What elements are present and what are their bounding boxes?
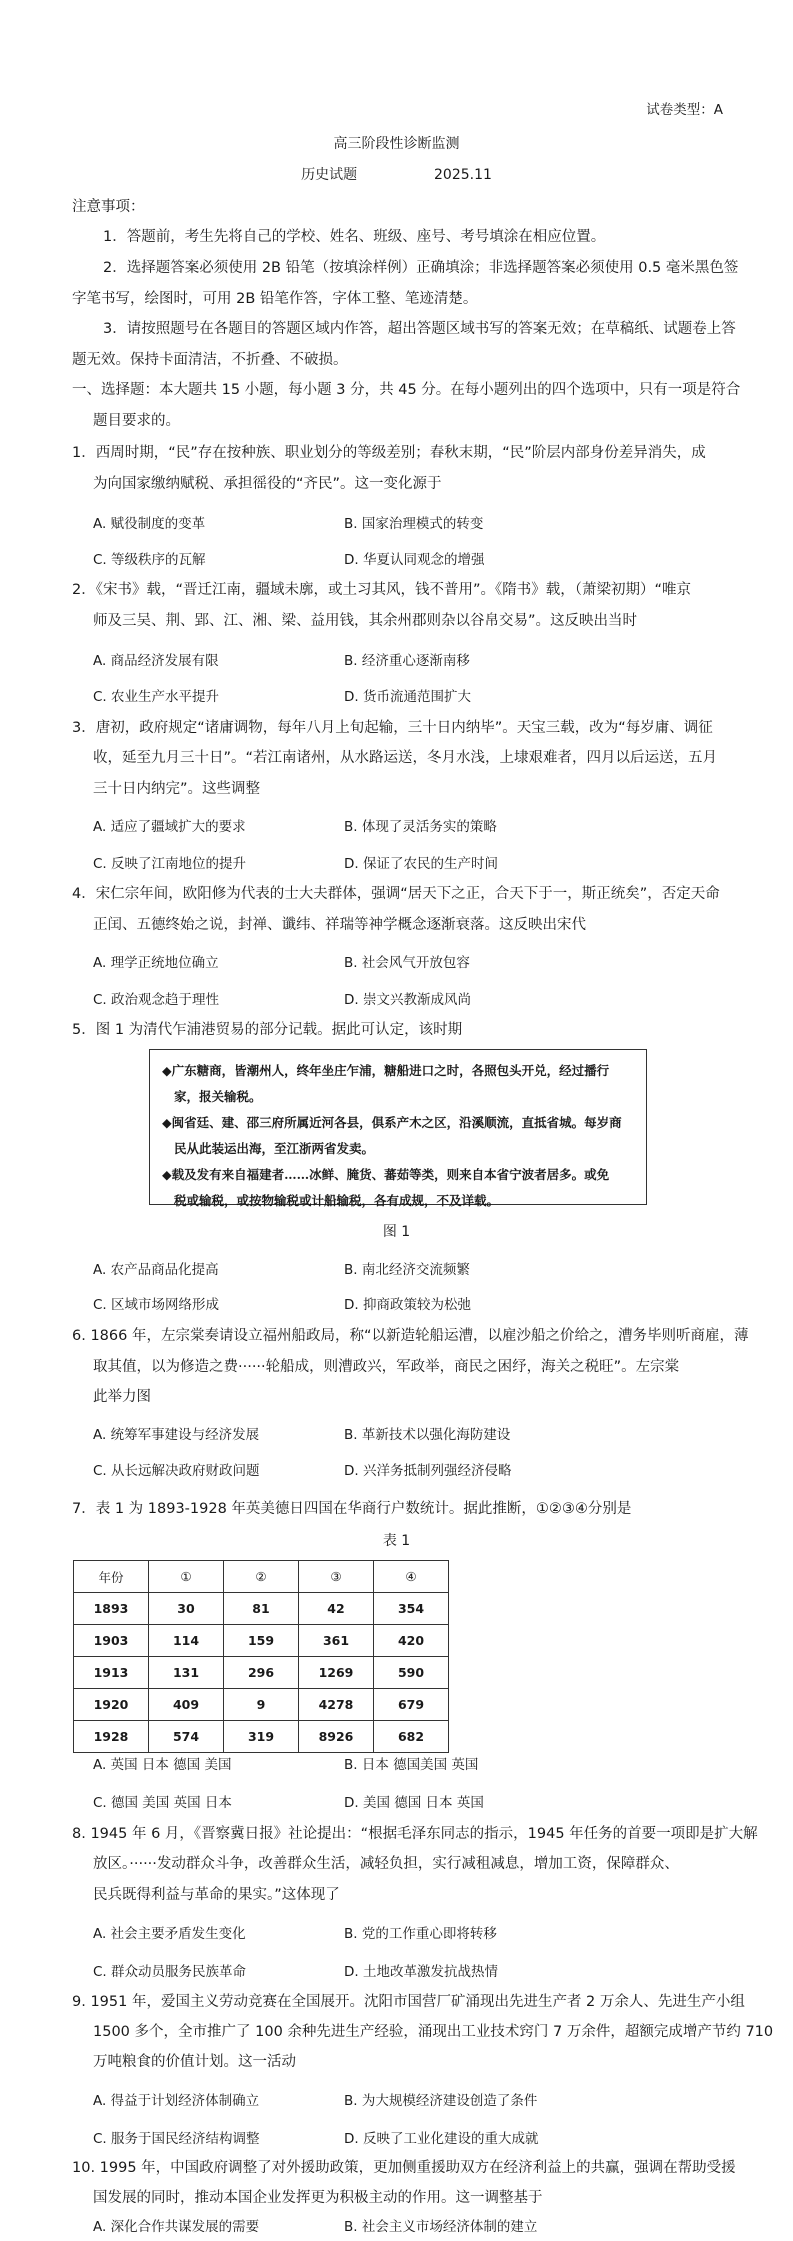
question-1-option-b: B. 国家治理模式的转变 [344,516,484,532]
table-cell: 30 [149,1593,224,1625]
table-cell: 159 [224,1625,299,1657]
question-1-option-d: D. 华夏认同观念的增强 [344,552,485,568]
table-1 [73,1560,449,1753]
question-6-option-b: B. 革新技术以强化海防建设 [344,1427,511,1443]
table-cell: 574 [149,1721,224,1753]
question-2-stem: 师及三吴、荆、郢、江、湘、梁、益用钱，其余州郡则杂以谷帛交易”。这反映出当时 [93,613,638,629]
question-6-stem: 此举力图 [93,1389,151,1405]
question-8-option-a: A. 社会主要矛盾发生变化 [93,1926,246,1942]
notice-line: 3．请按照题号在各题目的答题区域内作答，超出答题区域书写的答案无效；在草稿纸、试题卷上答 [103,321,736,337]
table-cell: 1269 [299,1657,374,1689]
question-5-option-b: B. 南北经济交流频繁 [344,1262,470,1278]
question-10-option-b: B. 社会主义市场经济体制的建立 [344,2219,538,2235]
table-cell: 4278 [299,1689,374,1721]
question-2-option-d: D. 货币流通范围扩大 [344,689,471,705]
question-10-stem: 国发展的同时，推动本国企业发挥更为积极主动的作用。这一调整基于 [93,2190,543,2206]
exam-title: 高三阶段性诊断监测 [333,136,460,152]
subject: 历史试题 [301,167,358,183]
table-cell: 9 [224,1689,299,1721]
quote-line: 家，报关输税。 [174,1089,262,1104]
question-2-option-b: B. 经济重心逐渐南移 [344,653,470,669]
table-cell: 682 [374,1721,449,1753]
question-5-stem: 5．图 1 为清代乍浦港贸易的部分记载。据此可认定，该时期 [72,1022,463,1038]
table-header-cell: ③ [299,1561,374,1593]
question-6-stem: 取其值，以为修造之费······轮船成，则漕政兴，军政举，商民之困纾，海关之税旺”。左宗棠 [93,1359,680,1375]
quote-line: ◆广东糖商，皆潮州人，终年坐庄乍浦，糖船进口之时，各照包头开兑，经过播行 [162,1063,610,1078]
question-4-option-b: B. 社会风气开放包容 [344,955,470,971]
table-cell: 1893 [74,1593,149,1625]
question-4-option-a: A. 理学正统地位确立 [93,955,219,971]
question-7-option-a: A. 英国 日本 德国 美国 [93,1757,232,1773]
question-9-option-c: C. 服务于国民经济结构调整 [93,2131,260,2147]
question-6-stem: 6. 1866 年，左宗棠奏请设立福州船政局，称“以新造轮船运漕，以雇沙船之价给之，漕务毕则听商雇，薄 [72,1328,749,1344]
question-3-option-b: B. 体现了灵活务实的策略 [344,819,497,835]
figure-1-caption: 图 1 [382,1224,411,1240]
table-cell: 354 [374,1593,449,1625]
question-3-stem: 三十日内纳完”。这些调整 [93,781,261,797]
question-10-stem: 10. 1995 年，中国政府调整了对外援助政策，更加侧重援助双方在经济利益上的共赢，强调在帮助受援 [72,2160,736,2176]
question-1-stem: 1．西周时期，“民”存在按种族、职业划分的等级差别；春秋末期，“民”阶层内部身份差异消失，成 [72,445,706,461]
question-9-option-a: A. 得益于计划经济体制确立 [93,2093,260,2109]
question-1-option-a: A. 赋役制度的变革 [93,516,206,532]
question-2-option-a: A. 商品经济发展有限 [93,653,219,669]
question-7-option-d: D. 美国 德国 日本 英国 [344,1795,484,1811]
table-header-cell: 年份 [74,1561,149,1593]
table-row [74,1593,449,1625]
question-5-option-a: A. 农产品商品化提高 [93,1262,219,1278]
table-row [74,1625,449,1657]
question-3-option-a: A. 适应了疆域扩大的要求 [93,819,246,835]
question-9-option-b: B. 为大规模经济建设创造了条件 [344,2093,538,2109]
table-cell: 296 [224,1657,299,1689]
table-cell: 1928 [74,1721,149,1753]
question-7-option-c: C. 德国 美国 英国 日本 [93,1795,232,1811]
question-3-option-d: D. 保证了农民的生产时间 [344,856,498,872]
question-6-option-d: D. 兴洋务抵制列强经济侵略 [344,1463,512,1479]
table-row [74,1721,449,1753]
table-cell: 81 [224,1593,299,1625]
question-9-stem: 1500 多个，全市推广了 100 余种先进生产经验，涌现出工业技术窍门 7 万余件，超额完成增产节约 710 [93,2024,774,2040]
question-4-stem: 正闰、五德终始之说，封禅、谶纬、祥瑞等神学概念逐渐衰落。这反映出宋代 [93,917,586,933]
question-4-option-c: C. 政治观念趋于理性 [93,992,220,1008]
question-2-stem: 2．《宋书》载，“晋迁江南，疆域未廓，或土习其风，钱不普用”。《隋书》载，（萧梁初期）“唯京 [72,582,692,598]
table-cell: 319 [224,1721,299,1753]
table-cell: 420 [374,1625,449,1657]
quote-line: 税或输税，或按物输税或计船输税，各有成规，不及详载。 [174,1193,500,1208]
table-cell: 8926 [299,1721,374,1753]
table-cell: 409 [149,1689,224,1721]
question-5-option-c: C. 区域市场网络形成 [93,1297,220,1313]
table-cell: 42 [299,1593,374,1625]
question-4-option-d: D. 崇文兴教渐成风尚 [344,992,471,1008]
exam-date: 2025.11 [434,167,492,183]
notice-line: 1．答题前，考生先将自己的学校、姓名、班级、座号、考号填涂在相应位置。 [103,229,606,245]
section-heading: 一、选择题：本大题共 15 小题，每小题 3 分，共 45 分。在每小题列出的四个选项中，只有一项是符合 [72,382,741,398]
question-8-option-d: D. 土地改革激发抗战热情 [344,1964,498,1980]
question-6-option-c: C. 从长远解决政府财政问题 [93,1463,260,1479]
figure-1-quote-box [149,1049,647,1208]
exam-type-label: 试卷类型：A [646,102,723,118]
table-header-cell: ① [149,1561,224,1593]
question-8-stem: 民兵既得利益与革命的果实。”这体现了 [93,1887,340,1903]
notice-line: 题无效。保持卡面清洁，不折叠、不破损。 [72,352,348,368]
question-8-option-b: B. 党的工作重心即将转移 [344,1926,497,1942]
table-header-cell: ④ [374,1561,449,1593]
question-6-option-a: A. 统筹军事建设与经济发展 [93,1427,260,1443]
table-header-cell: ② [224,1561,299,1593]
table-cell: 679 [374,1689,449,1721]
question-1-option-c: C. 等级秩序的瓦解 [93,552,206,568]
section-heading-cont: 题目要求的。 [93,413,180,429]
table-cell: 114 [149,1625,224,1657]
question-1-stem: 为向国家缴纳赋税、承担徭役的“齐民”。这一变化源于 [93,476,442,492]
question-10-option-a: A. 深化合作共谋发展的需要 [93,2219,260,2235]
notice-line: 2．选择题答案必须使用 2B 铅笔（按填涂样例）正确填涂；非选择题答案必须使用 0.5 毫米黑色签 [103,260,739,276]
table-cell: 1913 [74,1657,149,1689]
notice-heading: 注意事项： [72,199,145,215]
question-5-option-d: D. 抑商政策较为松弛 [344,1297,471,1313]
question-8-option-c: C. 群众动员服务民族革命 [93,1964,247,1980]
question-9-option-d: D. 反映了工业化建设的重大成就 [344,2131,539,2147]
question-7-stem: 7．表 1 为 1893-1928 年英美德日四国在华商行户数统计。据此推断，①②③④分别是 [72,1501,632,1517]
question-8-stem: 8. 1945 年 6 月，《晋察冀日报》社论提出：“根据毛泽东同志的指示，1945 年任务的首要一项即是扩大解 [72,1826,758,1842]
question-3-option-c: C. 反映了江南地位的提升 [93,856,247,872]
notice-line: 字笔书写，绘图时，可用 2B 铅笔作答，字体工整、笔迹清楚。 [72,291,478,307]
question-2-option-c: C. 农业生产水平提升 [93,689,220,705]
table-1-caption: 表 1 [382,1533,411,1549]
question-9-stem: 万吨粮食的价值计划。这一活动 [93,2054,296,2070]
table-cell: 361 [299,1625,374,1657]
question-3-stem: 3．唐初，政府规定“诸庸调物，每年八月上旬起输，三十日内纳毕”。天宝三载，改为“每岁庸、调征 [72,720,713,736]
quote-line: ◆载及发有来自福建者……冰鲜、腌货、蕃茹等类，则来自本省宁波者居多。或免 [162,1167,610,1182]
exam-subtitle [0,164,793,184]
table-row [74,1657,449,1689]
quote-line: 民从此装运出海，至江浙两省发卖。 [174,1141,375,1156]
table-header-row [74,1561,449,1593]
question-8-stem: 放区。······发动群众斗争，改善群众生活，减轻负担，实行减租减息，增加工资，保障群众、 [93,1856,679,1872]
question-9-stem: 9. 1951 年，爱国主义劳动竞赛在全国展开。沈阳市国营厂矿涌现出先进生产者 2 万余人、先进生产小组 [72,1994,745,2010]
question-4-stem: 4．宋仁宗年间，欧阳修为代表的士大夫群体，强调“居天下之正，合天下于一，斯正统矣”，否定天命 [72,886,720,902]
table-cell: 590 [374,1657,449,1689]
table-row [74,1689,449,1721]
question-7-option-b: B. 日本 德国美国 英国 [344,1757,479,1773]
table-cell: 1920 [74,1689,149,1721]
quote-line: ◆闽省廷、建、邵三府所属近河各县，俱系产木之区，沿溪顺流，直抵省城。每岁商 [162,1115,622,1130]
table-cell: 131 [149,1657,224,1689]
table-cell: 1903 [74,1625,149,1657]
question-3-stem: 收，延至九月三十日”。“若江南诸州，从水路运送，冬月水浅，上埭艰难者，四月以后运送，五月 [93,750,718,766]
